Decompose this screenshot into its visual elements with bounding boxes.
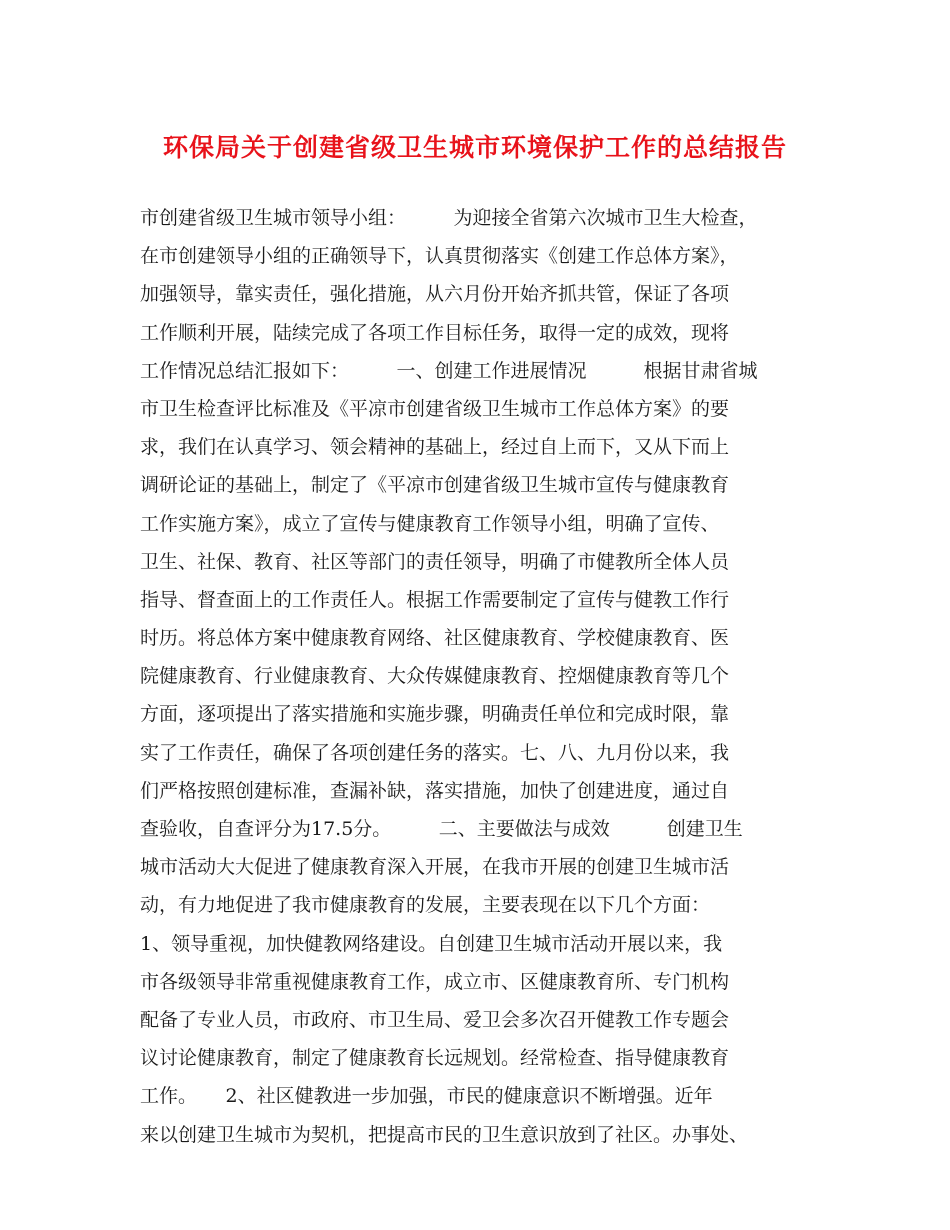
body-line: 动，有力地促进了我市健康教育的发展，主要表现在以下几个方面： — [140, 894, 711, 917]
body-line: 工作顺利开展，陆续完成了各项工作目标任务，取得一定的成效，现将 — [140, 321, 730, 344]
body-line: 议讨论健康教育，制定了健康教育长远规划。经常检查、指导健康教育 — [140, 1047, 730, 1070]
body-line: 工作实施方案》，成立了宣传与健康教育工作领导小组，明确了宣传、 — [140, 512, 720, 535]
body-line: 加强领导，靠实责任，强化措施，从六月份开始齐抓共管，保证了各项 — [140, 283, 730, 306]
body-line: 工作。 2、社区健教进一步加强，市民的健康意识不断增强。近年 — [140, 1085, 713, 1108]
body-line: 工作情况总结汇报如下： 一、创建工作进展情况 根据甘肃省城 — [140, 359, 758, 382]
body-line: 方面，逐项提出了落实措施和实施步骤，明确责任单位和完成时限，靠 — [140, 703, 730, 726]
document-body — [140, 199, 815, 1154]
body-line: 市各级领导非常重视健康教育工作，成立市、区健康教育所、专门机构 — [140, 970, 730, 993]
body-line: 配备了专业人员，市政府、市卫生局、爱卫会多次召开健教工作专题会 — [140, 1008, 730, 1031]
body-line: 指导、督查面上的工作责任人。根据工作需要制定了宣传与健教工作行 — [140, 588, 730, 611]
body-line: 调研论证的基础上，制定了《平凉市创建省级卫生城市宣传与健康教育 — [140, 474, 730, 497]
body-line: 1、领导重视，加快健教网络建设。自创建卫生城市活动开展以来，我 — [140, 932, 723, 955]
body-line: 市创建省级卫生城市领导小组： 为迎接全省第六次城市卫生大检查， — [140, 207, 758, 229]
body-line: 院健康教育、行业健康教育、大众传媒健康教育、控烟健康教育等几个 — [140, 665, 730, 688]
document-title: 环保局关于创建省级卫生城市环境保护工作的总结报告 — [162, 133, 787, 162]
body-line: 实了工作责任，确保了各项创建任务的落实。七、八、九月份以来，我 — [140, 741, 730, 764]
body-line: 求，我们在认真学习、领会精神的基础上，经过自上而下，又从下而上 — [140, 436, 730, 459]
body-line: 时历。将总体方案中健康教育网络、社区健康教育、学校健康教育、医 — [140, 627, 730, 650]
body-line: 们严格按照创建标准，查漏补缺，落实措施，加快了创建进度，通过自 — [140, 779, 730, 802]
body-line: 来以创建卫生城市为契机，把提高市民的卫生意识放到了社区。办事处、 — [140, 1123, 749, 1146]
body-line: 在市创建领导小组的正确领导下，认真贯彻落实《创建工作总体方案》， — [140, 245, 739, 268]
body-line: 卫生、社保、教育、社区等部门的责任领导，明确了市健教所全体人员 — [140, 550, 730, 573]
body-line: 城市活动大大促进了健康教育深入开展，在我市开展的创建卫生城市活 — [140, 856, 730, 879]
body-line: 市卫生检查评比标准及《平凉市创建省级卫生城市工作总体方案》的要 — [140, 397, 730, 420]
body-line: 查验收，自查评分为17.5分。 二、主要做法与成效 创建卫生 — [140, 818, 743, 840]
